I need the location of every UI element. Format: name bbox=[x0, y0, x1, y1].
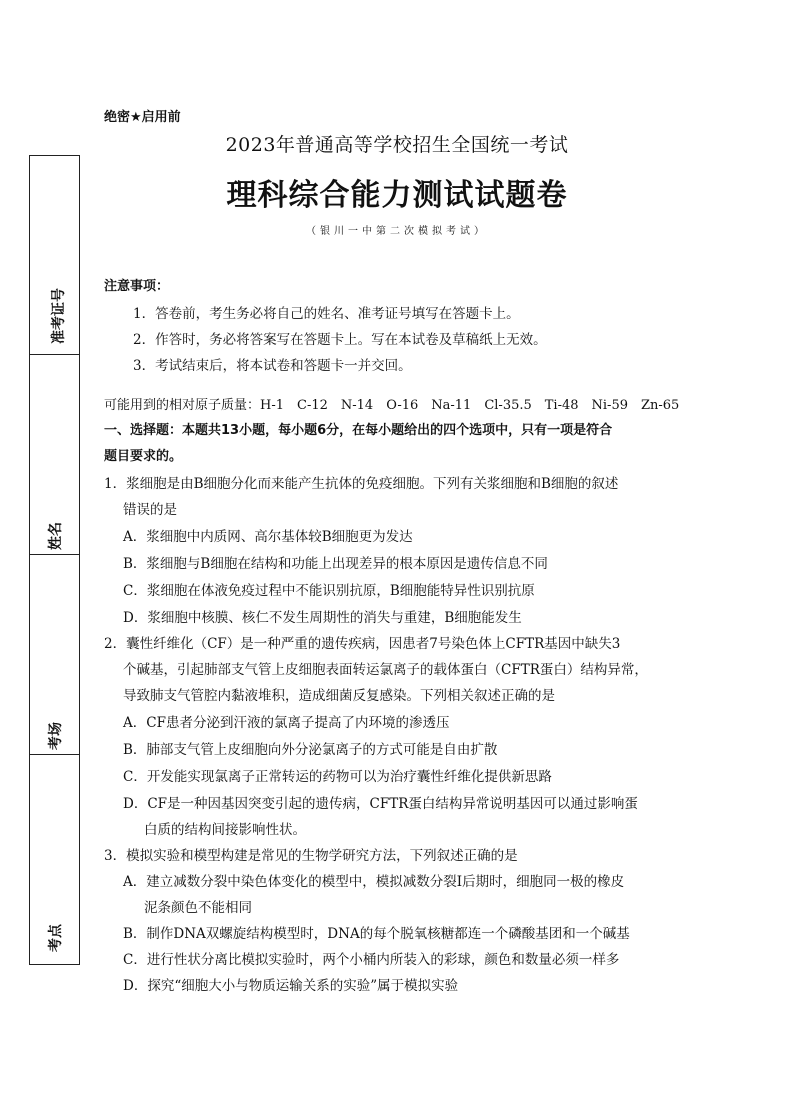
answer-option: B．肺部支气管上皮细胞向外分泌氯离子的方式可能是自由扩散 bbox=[123, 742, 498, 758]
sidebar-divider bbox=[30, 754, 79, 755]
sidebar-divider bbox=[30, 354, 79, 355]
sidebar-label-exam-room: 考场 bbox=[47, 722, 64, 750]
answer-option: C．浆细胞在体液免疫过程中不能识别抗原，B细胞能特异性识别抗原 bbox=[123, 583, 535, 599]
paper-subtitle: （银川一中第二次模拟考试） bbox=[306, 226, 488, 237]
confidential-mark: 绝密★启用前 bbox=[104, 110, 181, 125]
sidebar-divider bbox=[30, 554, 79, 555]
answer-option: C．开发能实现氯离子正常转运的药物可以为治疗囊性纤维化提供新思路 bbox=[123, 769, 552, 785]
answer-option: A．浆细胞中内质网、高尔基体较B细胞更为发达 bbox=[123, 529, 413, 545]
section-heading: 一、选择题：本题共13小题，每小题6分，在每小题给出的四个选项中，只有一项是符合 bbox=[104, 423, 613, 438]
notice-item: 2．作答时，务必将答案写在答题卡上。写在本试卷及草稿纸上无效。 bbox=[133, 332, 547, 348]
answer-option: B．浆细胞与B细胞在结构和功能上出现差异的根本原因是遗传信息不同 bbox=[123, 556, 548, 572]
sidebar-label-name: 姓名 bbox=[47, 522, 64, 550]
question-stem: 个碱基，引起肺部支气管上皮细胞表面转运氯离子的载体蛋白（CFTR蛋白）结构异常， bbox=[123, 662, 648, 678]
answer-option: D．CF是一种因基因突变引起的遗传病，CFTR蛋白结构异常说明基因可以通过影响蛋 bbox=[123, 796, 638, 812]
answer-option: A．建立减数分裂中染色体变化的模型中，模拟减数分裂Ⅰ后期时，细胞同一极的橡皮 bbox=[123, 874, 625, 890]
answer-option: D．探究“细胞大小与物质运输关系的实验”属于模拟实验 bbox=[123, 978, 459, 994]
question-stem: 3．模拟实验和模型构建是常见的生物学研究方法，下列叙述正确的是 bbox=[104, 848, 518, 864]
answer-option: C．进行性状分离比模拟实验时，两个小桶内所装入的彩球，颜色和数量必须一样多 bbox=[123, 952, 620, 968]
question-stem: 导致肺支气管腔内黏液堆积，造成细菌反复感染。下列相关叙述正确的是 bbox=[123, 688, 555, 704]
candidate-info-sidebar bbox=[29, 155, 80, 965]
exam-title: 2023年普通高等学校招生全国统一考试 bbox=[225, 134, 569, 156]
answer-option: A．CF患者分泌到汗液的氯离子提高了内环境的渗透压 bbox=[123, 715, 450, 731]
question-stem: 2．囊性纤维化（CF）是一种严重的遗传疾病，因患者7号染色体上CFTR基因中缺失3 bbox=[104, 636, 621, 652]
answer-option-continued: 泥条颜色不能相同 bbox=[144, 900, 252, 916]
answer-option: B．制作DNA双螺旋结构模型时，DNA的每个脱氧核糖都连一个磷酸基团和一个碱基 bbox=[123, 926, 630, 942]
question-stem: 1．浆细胞是由B细胞分化而来能产生抗体的免疫细胞。下列有关浆细胞和B细胞的叙述 bbox=[104, 476, 619, 492]
question-stem: 错误的是 bbox=[123, 502, 177, 518]
answer-option-continued: 白质的结构间接影响性状。 bbox=[144, 822, 306, 838]
notice-heading: 注意事项： bbox=[104, 279, 170, 294]
answer-option: D．浆细胞中核膜、核仁不发生周期性的消失与重建，B细胞能发生 bbox=[123, 610, 522, 626]
notice-item: 1．答卷前，考生务必将自己的姓名、准考证号填写在答题卡上。 bbox=[133, 306, 520, 322]
paper-title: 理科综合能力测试试题卷 bbox=[226, 178, 568, 213]
section-heading-continued: 题目要求的。 bbox=[104, 449, 183, 464]
notice-item: 3．考试结束后，将本试卷和答题卡一并交回。 bbox=[133, 358, 412, 374]
sidebar-label-exam-site: 考点 bbox=[47, 924, 64, 952]
atomic-masses-line: 可能用到的相对原子质量：H-1 C-12 N-14 O-16 Na-11 Cl-35.5 Ti-48 Ni-59 Zn-65 bbox=[104, 398, 680, 413]
sidebar-label-admission-number: 准考证号 bbox=[51, 288, 67, 344]
